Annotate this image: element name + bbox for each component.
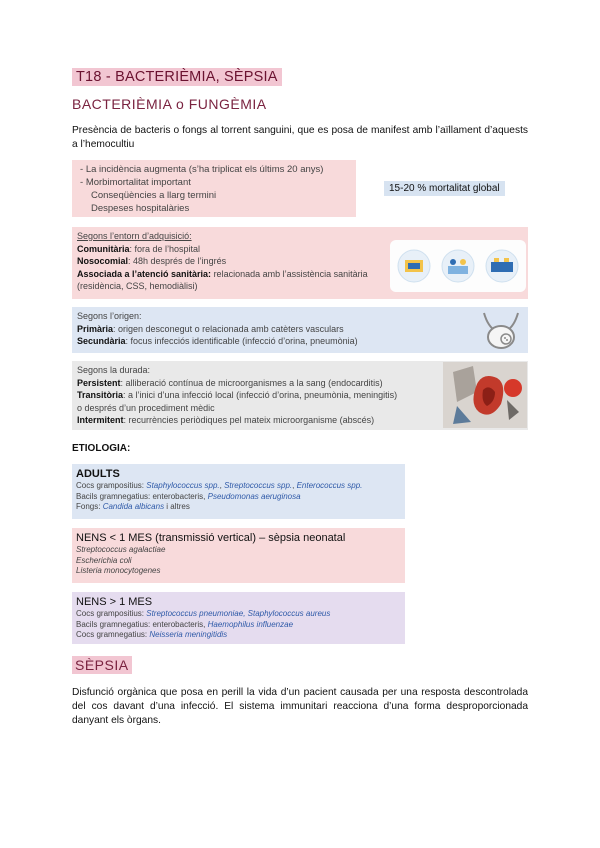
adults-candida: Candida albicans [102, 502, 165, 511]
healthcare-label: Associada a l’atenció sanitària: [77, 268, 212, 279]
healthcare-text: relacionada amb l’assistència sanitària [211, 268, 368, 279]
neonates-item-1: Streptococcus agalactiae [76, 545, 166, 554]
secondary-text: : focus infecciós identificable (infecció d’orina, pneumònia) [125, 336, 358, 346]
hospital-costs-item: Despeses hospitalàries [91, 203, 190, 214]
intro-paragraph: Presència de bacteris o fongs al torrent sanguini, que es posa de manifest amb l’aïllament d’aquests a l’hemocultiu [72, 125, 528, 150]
page-title: T18 - BACTERIÈMIA, SÈPSIA [72, 68, 282, 86]
children-gram-neg-prefix: Bacils gramnegatius: enterobacteris, [76, 619, 208, 629]
secondary-label: Secundària [77, 336, 126, 346]
incidence-item: - La incidència augmenta (s’ha triplicat els últims 20 anys) [77, 163, 351, 176]
persistent-label: Persistent [77, 377, 121, 388]
nosocomial-label: Nosocomial [77, 256, 129, 266]
children-box [72, 592, 405, 644]
transient-continuation: o després d’un procediment mèdic [77, 402, 215, 413]
adults-fungi-suffix: i altres [164, 502, 190, 511]
neonates-item-2: Escherichia coli [76, 555, 132, 565]
duration-heading: Segons la durada: [77, 365, 151, 375]
adults-box: ADULTS Cocs grampositius: Staphylococcus spp., Streptococcus spp., Enterococcus spp. Bacils gramnegatius: enterobacteris, Pseudomonas aeruginosa Fongs: Candida albicans i altres [72, 464, 405, 519]
intermittent-label: Intermitent [77, 415, 124, 425]
children-neisseria: Neisseria meningitidis [149, 630, 228, 639]
neonates-item-3: Listeria monocytogenes [76, 566, 161, 575]
mortality-badge: 15-20 % mortalitat global [384, 181, 505, 196]
heart-illustration [443, 362, 527, 428]
adults-gram-pos-prefix: Cocs grampositius: [76, 481, 147, 490]
bladder-icon [478, 309, 524, 351]
community-label: Comunitària [77, 243, 130, 254]
long-term-item: Conseqüències a llarg termini [91, 190, 217, 201]
adults-staph: Staphylococcus spp. [146, 481, 220, 490]
persistent-text: : alliberació contínua de microorganismes a la sang (endocarditis) [120, 377, 383, 388]
healthcare-continuation: (residència, CSS, hemodiàlisi) [77, 281, 198, 291]
children-haemophilus: Haemophilus influenzae [207, 619, 294, 629]
adults-enterococcus: Enterococcus spp. [296, 481, 363, 490]
adults-title: ADULTS [76, 468, 120, 480]
origin-heading: Segons l’origen: [77, 311, 142, 321]
neonates-box [72, 528, 405, 583]
primary-text: : origen desconegut o relacionada amb catèters vasculars [113, 323, 344, 334]
transient-label: Transitòria [77, 390, 124, 400]
adults-gram-neg-prefix: Bacils gramnegatius: enterobacteris, [76, 491, 208, 501]
hospital-settings-illustration [390, 240, 526, 292]
origin-box [72, 307, 528, 353]
sepsis-paragraph: Disfunció orgànica que posa en perill la vida d’un pacient causada per una resposta descontrolada del cos davant d’una infecció. El sistema immunitari reacciona d’una forma desproporcionada danyant els òrgans. [72, 687, 528, 726]
children-cocci-neg-prefix: Cocs gramnegatius: [76, 630, 150, 639]
section-heading-bacteriemia: BACTERIÈMIA o FUNGÈMIA [72, 96, 267, 112]
adults-pseudomonas: Pseudomonas aeruginosa [207, 491, 301, 501]
incidence-box [72, 160, 356, 217]
children-gram-pos-prefix: Cocs grampositius: [76, 609, 147, 618]
nosocomial-text: : 48h després de l’ingrés [128, 256, 227, 266]
transient-text: : a l’inici d’una infecció local (infecció d’orina, pneumònia, meningitis) [123, 390, 398, 400]
adults-fungi-prefix: Fongs: [76, 502, 103, 511]
adults-strep: Streptococcus spp. [224, 481, 293, 490]
neonates-title: NENS < 1 MES (transmissió vertical) – sèpsia neonatal [76, 532, 346, 544]
children-gram-pos: Streptococcus pneumoniae, Staphylococcus aureus [146, 609, 331, 618]
acquisition-heading: Segons l’entorn d’adquisició: [77, 231, 192, 241]
intermittent-text: : recurrències periòdiques pel mateix microorganisme (abscés) [123, 415, 375, 425]
etiology-heading: ETIOLOGIA: [72, 443, 131, 454]
children-title: NENS > 1 MES [76, 596, 153, 608]
primary-label: Primària [77, 323, 114, 334]
morbimortality-item: - Morbimortalitat important [77, 176, 351, 189]
community-text: : fora de l’hospital [129, 243, 201, 254]
section-heading-sepsis: SÈPSIA [72, 656, 132, 674]
